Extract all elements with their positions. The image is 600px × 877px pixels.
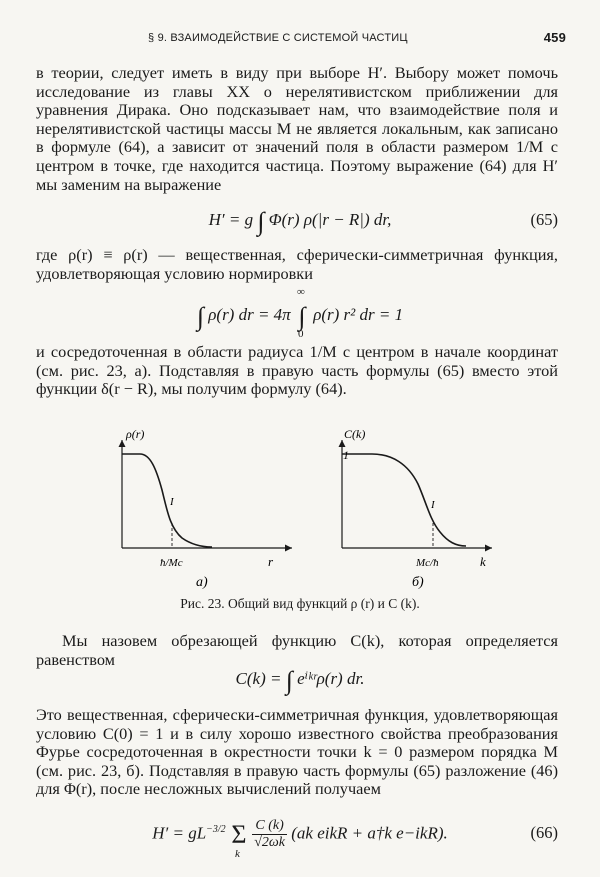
panel-label-a: а) (196, 575, 208, 590)
ck-lhs: C(k) = (235, 669, 282, 688)
tick-label-a: ħ/Mc (160, 557, 183, 569)
upper-limit: ∞ (296, 286, 305, 298)
equation-66-number: (66) (530, 823, 558, 842)
eq66-exponent: −3/2 (206, 823, 226, 835)
norm-lhs: ρ(r) dr = 4π (208, 305, 291, 324)
paragraph-3: и сосредоточенная в области радиуса 1/M с центром в начале координат (см. рис. 23, a). Подставляя в правую часть формулы (65) вместо этой функции δ(r − R), мы получим формулу (64). (36, 342, 558, 399)
marker-a: I (170, 496, 174, 508)
eq66-lhs: H′ = gL (152, 823, 207, 843)
fraction-denominator: √2ωk (254, 835, 285, 850)
eq66-rhs: (ak eikR + a†k e−ikR). (291, 823, 448, 843)
marker-b: I (431, 499, 435, 511)
tick-label-b: Mc/ħ (416, 557, 439, 569)
panel-label-b: б) (412, 575, 424, 590)
figure-caption: Рис. 23. Общий вид функций ρ (r) и C (k). (180, 596, 420, 611)
fraction (252, 818, 287, 851)
integral-sign: ∫ (196, 302, 204, 331)
xlabel-a: r (268, 554, 274, 569)
sum-index: k (234, 848, 240, 861)
norm-rhs: ρ(r) r² dr = 1 (313, 305, 404, 324)
paragraph-1: в теории, следует иметь в виду при выборе H′. Выбору может помочь исследование из главы XX о нерелятивистском приближении для уравнения Дирака. Оно подсказывает нам, что взаимодействие поля и нерелятивистской частицы массы M не является локальным, как записано в формуле (64), а зависит от значений поля в области размером 1/M с центром в точке, где находится частица. Поэтому выражение (64) для H′ мы заменим на выражение (36, 63, 558, 194)
paragraph-5: Это вещественная, сферически-симметричная функция, удовлетворяющая условию C(0) = 1 и в силу хорошо известного свойства преобразования Фурье сосредоточенная в окрестности точки k = 0 размером порядка M (см. рис. 23, б). Подставляя в правую часть формулы (65) разложение (46) для Φ(r), после несложных вычислений получаем (36, 705, 558, 799)
eq65-lhs: H′ = g (208, 210, 254, 229)
equation-65 (0, 207, 600, 237)
section-title: § 9. ВЗАИМОДЕЙСТВИЕ С СИСТЕМОЙ ЧАСТИЦ (148, 32, 408, 44)
integral-sign: ∫ (298, 302, 306, 331)
equation-65-number: (65) (530, 210, 558, 229)
ck-rhs: eⁱᵏʳρ(r) dr. (297, 669, 365, 688)
paragraph-2: где ρ(r) ≡ ρ(r) — вещественная, сферически-симметричная функция, удовлетворяющая условию нормировки (36, 245, 558, 283)
eq65-body: Φ(r) ρ(|r − R|) dr, (268, 210, 392, 229)
fraction-numerator: C (k) (252, 818, 287, 835)
integral-sign: ∫ (285, 666, 293, 695)
ck-definition (0, 666, 600, 696)
running-header (36, 30, 566, 48)
lower-limit: 0 (297, 328, 304, 340)
ck-curve (342, 454, 466, 546)
ylabel-b: C(k) (344, 428, 366, 441)
integral-sign: ∫ (257, 207, 265, 236)
paragraph-4: Мы назовем обрезающей функцию C(k), которая определяется равенством (36, 631, 558, 669)
rho-curve (122, 454, 212, 547)
normalization-equation (0, 286, 600, 342)
equation-66 (0, 818, 600, 861)
ylabel-a: ρ(r) (126, 428, 145, 441)
figure-panel-b (342, 428, 492, 590)
y-tick-b: 1 (343, 448, 349, 462)
definite-integral (295, 286, 309, 340)
page-number: 459 (543, 30, 566, 45)
sigma-sign: Σ (231, 820, 247, 850)
xlabel-b: k (480, 554, 486, 569)
summation (230, 820, 248, 861)
figure-23 (0, 428, 600, 594)
figure-panel-a (122, 428, 292, 590)
